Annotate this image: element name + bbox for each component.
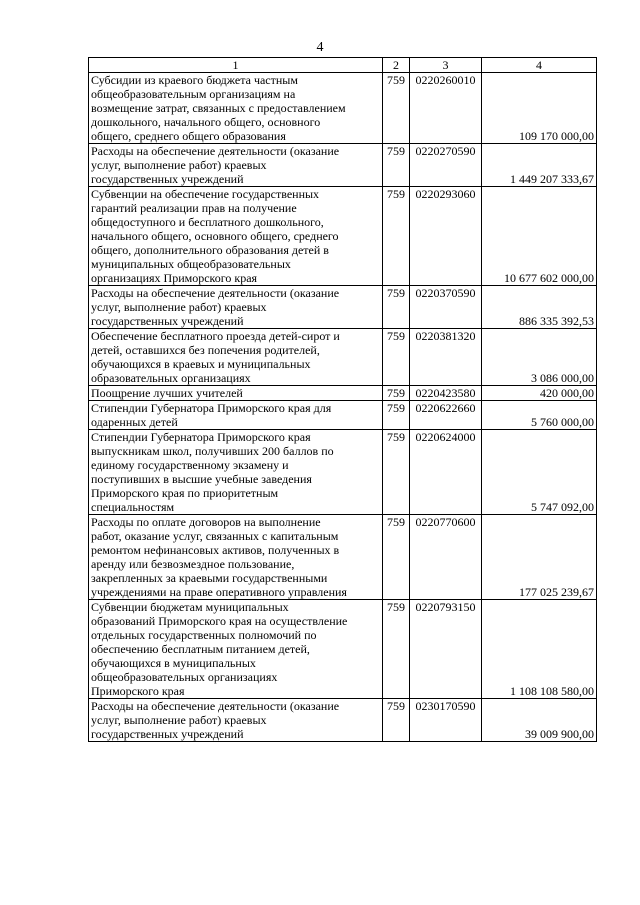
description-line: общего, среднего общего образования [91,129,286,143]
row-description [89,699,383,742]
row-description [89,515,383,600]
row-description [89,286,383,329]
header-col-3: 3 [410,58,482,73]
row-target-code: 0220423580 [410,386,482,401]
description-line: услуг, выполнение работ) краевых [91,158,267,172]
table-row [89,187,597,286]
row-amount: 420 000,00 [482,386,597,401]
description-line: учреждениями на праве оперативного управления [91,585,347,599]
description-line: работ, оказание услуг, связанных с капитальным [91,529,339,543]
table-header [89,58,597,73]
page-number: 4 [316,40,324,55]
header-col-1: 1 [89,58,383,73]
header-col-4: 4 [482,58,597,73]
description-line: общего, дополнительного образования детей в [91,243,329,257]
description-line: государственных учреждений [91,314,244,328]
row-description [89,600,383,699]
row-description [89,401,383,430]
row-amount: 3 086 000,00 [482,329,597,386]
description-line: единому государственному экзамену и [91,458,289,472]
description-line: Расходы на обеспечение деятельности (оказание [91,286,340,300]
description-line: Поощрение лучших учителей [91,386,243,400]
table-row [89,600,597,699]
row-amount: 177 025 239,67 [482,515,597,600]
table-row [89,144,597,187]
description-line: начального общего, основного общего, среднего [91,229,339,243]
table-row [89,286,597,329]
description-line: дошкольного, начального общего, основного [91,115,321,129]
description-line: гарантий реализации прав на получение [91,201,297,215]
row-target-code: 0220260010 [410,73,482,144]
description-line: муниципальных общеобразовательных [91,257,291,271]
row-amount: 39 009 900,00 [482,699,597,742]
row-target-code: 0220624000 [410,430,482,515]
row-target-code: 0220293060 [410,187,482,286]
description-line: одаренных детей [91,415,178,429]
row-ministry-code: 759 [383,286,410,329]
row-amount: 5 760 000,00 [482,401,597,430]
row-target-code: 0220381320 [410,329,482,386]
row-amount: 886 335 392,53 [482,286,597,329]
row-description [89,329,383,386]
table-row [89,515,597,600]
row-ministry-code: 759 [383,401,410,430]
description-line: Приморского края по приоритетным [91,486,279,500]
row-target-code: 0220622660 [410,401,482,430]
row-amount: 1 449 207 333,67 [482,144,597,187]
description-line: государственных учреждений [91,172,244,186]
row-amount: 1 108 108 580,00 [482,600,597,699]
description-line: услуг, выполнение работ) краевых [91,713,267,727]
table-row [89,430,597,515]
description-line: Расходы на обеспечение деятельности (оказание [91,699,340,713]
row-target-code: 0220770600 [410,515,482,600]
row-description [89,386,383,401]
description-line: выпускникам школ, получивших 200 баллов по [91,444,334,458]
description-line: общедоступного и бесплатного дошкольного, [91,215,324,229]
row-amount: 5 747 092,00 [482,430,597,515]
description-line: аренду или безвозмездное пользование, [91,557,295,571]
description-line: детей, оставшихся без попечения родителей, [91,343,320,357]
description-line: специальностям [91,500,175,514]
row-ministry-code: 759 [383,600,410,699]
row-ministry-code: 759 [383,329,410,386]
description-line: государственных учреждений [91,727,244,741]
row-ministry-code: 759 [383,144,410,187]
row-amount: 109 170 000,00 [482,73,597,144]
description-line: Субвенции на обеспечение государственных [91,187,320,201]
row-ministry-code: 759 [383,515,410,600]
description-line: обучающихся в краевых и муниципальных [91,357,311,371]
description-line: Расходы на обеспечение деятельности (оказание [91,144,340,158]
row-description [89,144,383,187]
description-line: обучающихся в муниципальных [91,656,256,670]
table-row [89,329,597,386]
header-col-2: 2 [383,58,410,73]
row-description [89,430,383,515]
row-amount: 10 677 602 000,00 [482,187,597,286]
description-line: Расходы по оплате договоров на выполнение [91,515,321,529]
description-line: Стипендии Губернатора Приморского края [91,430,311,444]
description-line: Приморского края [91,684,185,698]
description-line: Стипендии Губернатора Приморского края для [91,401,332,415]
description-line: общеобразовательным организациям на [91,87,296,101]
description-line: образовательных организациях [91,371,251,385]
row-ministry-code: 759 [383,187,410,286]
table-body [89,73,597,742]
description-line: закрепленных за краевыми государственными [91,571,328,585]
budget-table [88,57,597,742]
description-line: Субсидии из краевого бюджета частным [91,73,298,87]
description-line: услуг, выполнение работ) краевых [91,300,267,314]
row-ministry-code: 759 [383,73,410,144]
description-line: Субвенции бюджетам муниципальных [91,600,289,614]
table-row [89,401,597,430]
description-line: образований Приморского края на осуществление [91,614,348,628]
description-line: ремонтом нефинансовых активов, полученных в [91,543,340,557]
row-target-code: 0220793150 [410,600,482,699]
description-line: Обеспечение бесплатного проезда детей-сирот и [91,329,340,343]
table-row [89,699,597,742]
table-row [89,386,597,401]
row-target-code: 0220370590 [410,286,482,329]
row-ministry-code: 759 [383,699,410,742]
description-line: общеобразовательных организациях [91,670,278,684]
row-description [89,73,383,144]
description-line: поступивших в высшие учебные заведения [91,472,312,486]
row-description [89,187,383,286]
description-line: возмещение затрат, связанных с предоставлением [91,101,346,115]
description-line: отдельных государственных полномочий по [91,628,317,642]
row-target-code: 0220270590 [410,144,482,187]
row-ministry-code: 759 [383,386,410,401]
row-ministry-code: 759 [383,430,410,515]
description-line: организациях Приморского края [91,271,258,285]
table-row [89,73,597,144]
row-target-code: 0230170590 [410,699,482,742]
description-line: обеспечению бесплатным питанием детей, [91,642,310,656]
